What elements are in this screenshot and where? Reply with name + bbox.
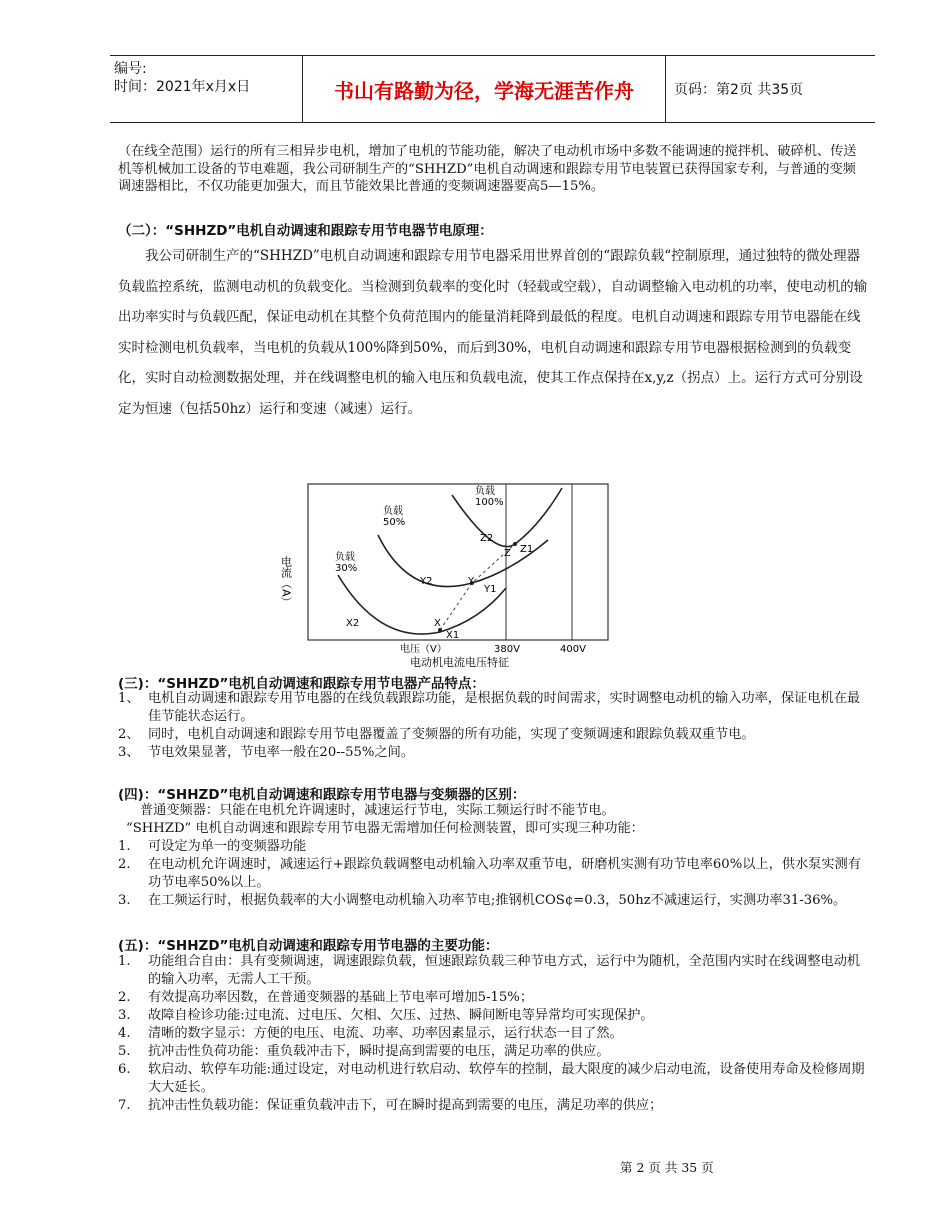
section2-heading: （二）：“SHHZD”电机自动调速和跟踪专用节电器节电原理： <box>118 223 493 239</box>
load-100-curve <box>452 488 562 547</box>
section5-list <box>118 953 870 1115</box>
item-number: 2、 <box>118 727 140 742</box>
list-item <box>118 989 870 1007</box>
item-text: 在工频运行时，根据负载率的大小调整电动机输入功率节电;推钢机COS¢=0.3，50hz不减速运行，实测功率31-36%。 <box>148 893 847 908</box>
header-motto: 书山有路勤为径，学海无涯苦作舟 <box>303 56 666 122</box>
list-item <box>118 1097 870 1115</box>
item-text: 可设定为单一的变频器功能 <box>148 839 307 854</box>
item-number: 1. <box>118 839 131 854</box>
label-z2: Z2 <box>480 533 494 544</box>
list-item <box>118 1007 870 1025</box>
item-text: 抗冲击性负荷功能：重负载冲击下，瞬时提高到需要的电压，满足功率的供应。 <box>148 1044 610 1059</box>
item-text: 在电动机允许调速时，减速运行+跟踪负载调整电动机输入功率双重节电，研磨机实测有功节电率60%以上，供水泵实测有功节电率50%以上。 <box>148 857 861 890</box>
label-x: X <box>434 618 441 629</box>
load-50-label: 负载 <box>383 506 403 517</box>
item-text: 功能组合自由：具有变频调速，调速跟踪负载，恒速跟踪负载三种节电方式，运行中为随机，全范围内实时在线调整电动机的输入功率，无需人工干预。 <box>148 954 861 987</box>
section4-line2: “SHHZD” 电机自动调速和跟踪专用节电器无需增加任何检测装置，即可实现三种功能： <box>126 821 644 836</box>
item-number: 2. <box>118 990 131 1005</box>
item-text: 故障自检诊功能:过电流、过电压、欠相、欠压、过热、瞬间断电等异常均可实现保护。 <box>148 1008 654 1023</box>
label-x2: X2 <box>346 618 360 629</box>
header-page-label: 页码：第2页 共35页 <box>674 82 804 98</box>
intro-paragraph: （在线全范围）运行的所有三相异步电机，增加了电机的节能功能，解决了电动机市场中多数不能调速的搅拌机、破碎机、传送机等机械加工设备的节电难题，我公司研制生产的“SHHZD”电机自动调速和跟踪专用节电装置已获得国家专利，与普通的变频调速器相比，不仅功能更加强大，而且节能效果比普通的变频调速器要高5—15%。 <box>118 144 857 194</box>
section5-heading: (五)：“SHHZD”电机自动调速和跟踪专用节电器的主要功能： <box>118 938 499 954</box>
list-item <box>118 892 870 910</box>
item-text: 抗冲击性负载功能：保证重负载冲击下，可在瞬时提高到需要的电压，满足功率的供应； <box>148 1098 663 1113</box>
load-50-curve <box>378 535 548 587</box>
item-number: 5. <box>118 1044 131 1059</box>
load-30-pct: 30% <box>335 563 358 574</box>
header-meta <box>110 56 303 122</box>
number-label: 编号: <box>114 61 147 77</box>
item-number: 7. <box>118 1098 131 1113</box>
label-y: Y <box>468 576 475 587</box>
item-text: 清晰的数字显示：方便的电压、电流、功率、功率因素显示，运行状态一目了然。 <box>148 1026 623 1041</box>
section4-line1: 普通变频器：只能在电机允许调速时，减速运行节电，实际工频运行时不能节电。 <box>140 803 615 818</box>
label-z1: Z1 <box>520 544 534 555</box>
item-number: 2. <box>118 857 131 872</box>
item-text: 节电效果显著，节电率一般在20--55%之间。 <box>148 745 415 760</box>
label-x1: X1 <box>446 630 460 641</box>
item-number: 3. <box>118 893 131 908</box>
section3-heading: (三)：“SHHZD”电机自动调速和跟踪专用节电器产品特点： <box>118 676 485 692</box>
list-item <box>118 953 870 989</box>
label-z: Z <box>504 548 511 559</box>
date-label: 时间：2021年x月x日 <box>114 79 251 95</box>
section4-heading: (四)：“SHHZD”电机自动调速和跟踪专用节电器与变频器的区别： <box>118 787 526 803</box>
list-item <box>118 690 870 726</box>
item-number: 3、 <box>118 745 140 760</box>
list-item <box>118 838 870 856</box>
section2-body: 我公司研制生产的“SHHZD”电机自动调速和跟踪专用节电器采用世界首创的“跟踪负载“控制原理，通过独特的微处理器负载监控系统，监测电动机的负载变化。当检测到负载率的变化时（轻载或空载），自动调整输入电动机的功率，使电动机的输出功率实时与负载匹配，保证电动机在其整个负荷范围内的能量消耗降到最低的程度。电机自动调速和跟踪专用节电器能在线实时检测电机负载率，当电机的负载从100%降到50%，而后到30%，电机自动调速和跟踪专用节电器根据检测到的负载变化，实时自动检测数据处理，并在线调整电机的输入电压和负载电流，使其工作点保持在x,y,z（拐点）上。运行方式可分别设定为恒速（包括50hz）运行和变速（减速）运行。 <box>118 248 868 417</box>
item-text: 有效提高功率因数，在普通变频器的基础上节电率可增加5-15%； <box>148 990 534 1005</box>
item-number: 4. <box>118 1026 131 1041</box>
page-header <box>110 55 875 123</box>
list-item <box>118 856 870 892</box>
list-item <box>118 1043 870 1061</box>
tick-380: 380V <box>494 644 520 655</box>
item-number: 3. <box>118 1008 131 1023</box>
list-item <box>118 744 870 762</box>
load-100-label: 负载 <box>475 486 495 497</box>
tick-400: 400V <box>560 644 586 655</box>
label-y2: Y2 <box>420 576 433 587</box>
section3-list <box>118 690 870 762</box>
load-100-pct: 100% <box>475 497 504 508</box>
label-y1: Y1 <box>484 584 497 595</box>
figure-caption: 电动机电流电压特征 <box>410 656 509 669</box>
load-50-pct: 50% <box>383 517 406 528</box>
item-text: 同时，电机自动调速和跟踪专用节电器覆盖了变频器的所有功能，实现了变频调速和跟踪负载双重节电。 <box>148 727 755 742</box>
item-text: 电机自动调速和跟踪专用节电器的在线负载跟踪功能，是根据负载的时间需求，实时调整电动机的输入功率，保证电机在最佳节能状态运行。 <box>148 691 861 724</box>
motor-current-voltage-figure <box>280 480 610 670</box>
point-z <box>513 542 517 546</box>
list-item <box>118 1025 870 1043</box>
section4-list <box>118 802 870 910</box>
y-axis-label: 电流（A） <box>280 556 293 608</box>
x-axis-label: 电压（V） <box>400 644 447 655</box>
list-item <box>118 1061 870 1097</box>
item-number: 1、 <box>118 691 140 706</box>
page-footer: 第 2 页 共 35 页 <box>620 1160 714 1175</box>
item-number: 6. <box>118 1062 131 1077</box>
list-item <box>118 726 870 744</box>
load-30-label: 负载 <box>335 552 355 563</box>
item-number: 1. <box>118 954 131 969</box>
item-text: 软启动、软停车功能:通过设定，对电动机进行软启动、软停车的控制，最大限度的减少启动电流，设备使用寿命及检修周期大大延长。 <box>148 1062 865 1095</box>
